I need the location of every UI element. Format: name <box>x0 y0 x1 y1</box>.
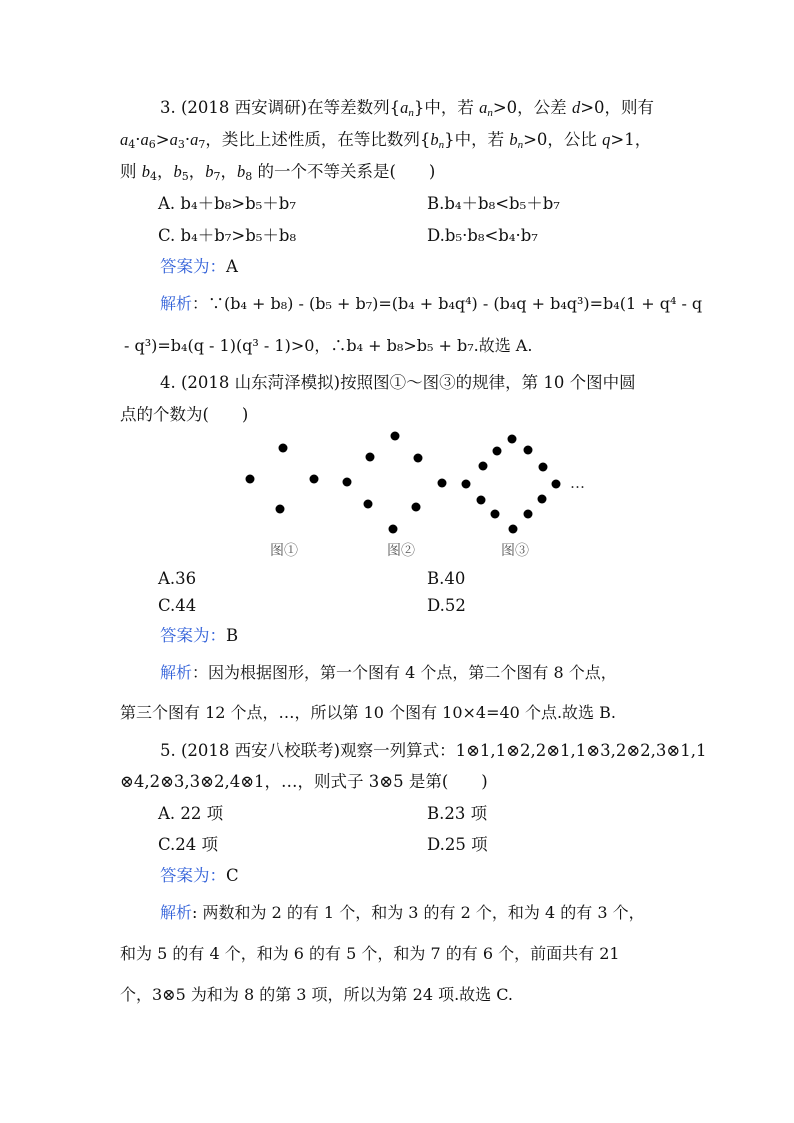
dot <box>246 475 255 484</box>
dot <box>491 510 500 519</box>
dot <box>539 463 548 472</box>
q5-analysis-line1: 解析: 两数和为 2 的有 1 个，和为 3 的有 2 个，和为 4 的有 3 个， <box>160 903 645 922</box>
dot <box>364 500 373 509</box>
dot <box>477 496 486 505</box>
dot-pattern-figure <box>220 418 600 568</box>
q5-analysis-line2: 和为 5 的有 4 个，和为 6 的有 5 个，和为 7 的有 6 个，前面共有 21 <box>120 944 620 963</box>
q3-line1: 3. (2018 西安调研)在等差数列$\{a_n\}$中，若 $a_n>0$，公差 d>0，则有 <box>160 98 655 119</box>
q4-analysis-line2: 第三个图有 12 个点，…，所以第 10 个图有 10×4=40 个点.故选 B. <box>120 703 616 722</box>
q4-option-a: A.36 <box>158 569 197 588</box>
answer-label: 答案为： <box>160 866 226 885</box>
analysis-label: 解析 <box>160 294 193 313</box>
q3-option-c: C. b₄＋b₇>b₅＋b₈ <box>158 226 297 245</box>
dot <box>493 447 502 456</box>
dot <box>479 462 488 471</box>
dot <box>524 510 533 519</box>
analysis-label: 解析 <box>160 663 193 682</box>
q4-option-b: B.40 <box>427 569 466 588</box>
dot <box>509 525 518 534</box>
q5-line2: ⊗4,2⊗3,3⊗2,4⊗1，…，则式子 3⊗5 是第( ) <box>120 772 488 791</box>
figure-2 <box>343 432 447 534</box>
q4-line1: 4. (2018 山东菏泽模拟)按照图①～图③的规律，第 10 个图中圆 <box>160 373 636 392</box>
dot <box>552 480 561 489</box>
dot <box>462 480 471 489</box>
dot <box>310 475 319 484</box>
analysis-label: 解析 <box>160 903 193 922</box>
q3-option-d: D.b₅·b₈<b₄·b₇ <box>427 226 538 245</box>
dot <box>538 495 547 504</box>
answer-label: 答案为： <box>160 257 226 276</box>
dot <box>412 503 421 512</box>
q5-option-d: D.25 项 <box>427 835 488 854</box>
q4-option-d: D.52 <box>427 596 466 615</box>
dot <box>414 454 423 463</box>
figure-caption-3: 图③ <box>501 544 529 559</box>
q5-answer: 答案为：C <box>160 866 239 885</box>
q5-line1: 5. (2018 西安八校联考)观察一列算式：1⊗1,1⊗2,2⊗1,1⊗3,2⊗2,3⊗1,1 <box>160 741 707 760</box>
q3-line3: 则 $b_4$，$b_5$，$b_7$，$b_8$ 的一个不等关系是( ) <box>120 162 436 183</box>
q3-line2: $a_4\cdot a_6>a_3\cdot a_7$，类比上述性质，在等比数列$\{b_n\}$中，若 $b_n>0$，公比 q>1， <box>120 130 652 151</box>
q4-analysis-line1: 解析：因为根据图形，第一个图有 4 个点，第二个图有 8 个点， <box>160 663 617 682</box>
dot <box>524 446 533 455</box>
dot <box>276 505 285 514</box>
q5-option-a: A. 22 项 <box>158 804 224 823</box>
q4-line2: 点的个数为( ) <box>120 405 249 424</box>
figure-1 <box>246 444 319 514</box>
q4-answer: 答案为：B <box>160 626 239 645</box>
figure-3 <box>462 435 561 534</box>
dot <box>438 479 447 488</box>
q3-analysis-line2: - q³)=b₄(q - 1)(q³ - 1)>0，∴b₄ + b₈>b₅ + b₇.故选 A. <box>124 336 533 355</box>
figure-caption-1: 图① <box>270 544 298 559</box>
q3-option-b: B.b₄＋b₈<b₅＋b₇ <box>427 194 560 213</box>
q3-option-a: A. b₄＋b₈>b₅＋b₇ <box>158 194 296 213</box>
q3-answer: 答案为：A <box>160 257 238 276</box>
q5-option-b: B.23 项 <box>427 804 488 823</box>
dot <box>389 525 398 534</box>
dot <box>391 432 400 441</box>
dot <box>366 453 375 462</box>
q5-analysis-line3: 个，3⊗5 为和为 8 的第 3 项，所以为第 24 项.故选 C. <box>120 985 514 1004</box>
answer-label: 答案为： <box>160 626 226 645</box>
ellipsis: … <box>570 474 585 492</box>
q4-option-c: C.44 <box>158 596 197 615</box>
dot <box>279 444 288 453</box>
dot <box>343 478 352 487</box>
dot <box>508 435 517 444</box>
figure-caption-2: 图② <box>387 544 415 559</box>
q5-option-c: C.24 项 <box>158 835 219 854</box>
q3-analysis-line1: 解析：∵(b₄ + b₈) - (b₅ + b₇)=(b₄ + b₄q⁴) - (b₄q + b₄q³)=b₄(1 + q⁴ - q <box>160 294 703 313</box>
